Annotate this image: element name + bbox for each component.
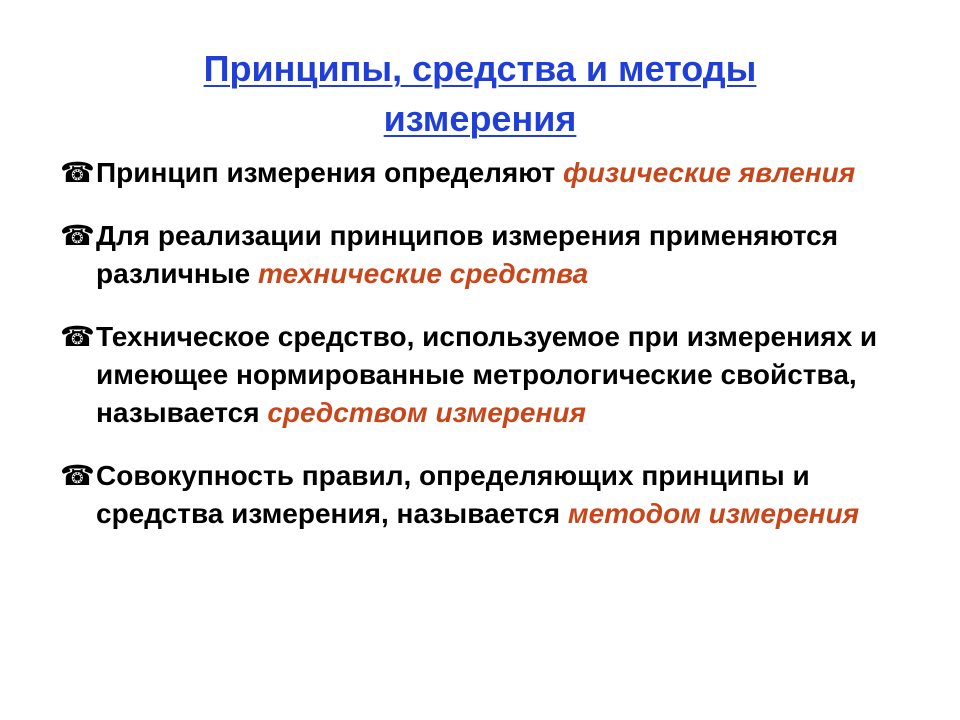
list-item-measuring-instrument bbox=[60, 318, 920, 432]
slide-title bbox=[0, 44, 960, 144]
telephone-icon: ☎ bbox=[60, 220, 95, 251]
telephone-icon: ☎ bbox=[60, 460, 95, 491]
list-item-measurement-method bbox=[60, 457, 920, 533]
item-text: Техническое средство, используемое при измерениях и имеющее нормированные метрологические свойства, называется bbox=[96, 321, 878, 428]
list-item-technical-means bbox=[60, 217, 920, 293]
item-emphasis: методом измерения bbox=[567, 498, 860, 529]
telephone-icon: ☎ bbox=[60, 157, 95, 188]
item-text: Совокупность правил, определяющих принципы и средства измерения, называется bbox=[96, 460, 810, 529]
item-emphasis: технические средства bbox=[258, 258, 589, 289]
telephone-icon: ☎ bbox=[60, 321, 95, 352]
item-text: Для реализации принципов измерения применяются различные bbox=[96, 220, 839, 289]
title-line-2: измерения bbox=[383, 98, 577, 139]
list-item-principle bbox=[60, 154, 920, 192]
item-text: Принцип измерения определяют bbox=[96, 157, 563, 188]
item-emphasis: физические явления bbox=[562, 157, 856, 188]
item-emphasis: средством измерения bbox=[267, 397, 586, 428]
bullet-list bbox=[60, 154, 920, 533]
title-line-1: Принципы, средства и методы bbox=[203, 48, 757, 89]
